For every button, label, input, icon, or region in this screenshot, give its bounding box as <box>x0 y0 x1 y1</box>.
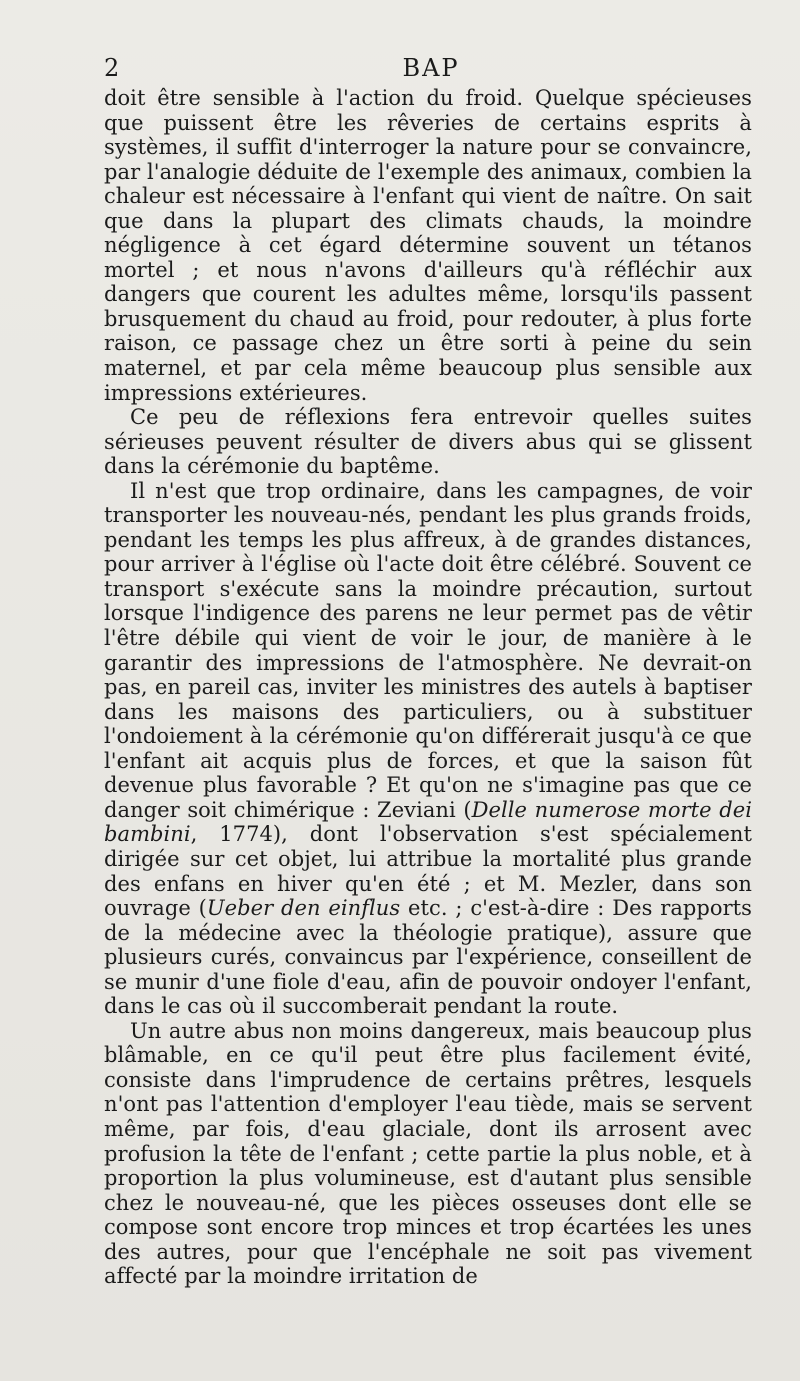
paragraph-3 <box>104 479 752 1019</box>
running-head: BAP <box>402 54 460 82</box>
zeviani-title: Delle numerose morte dei bambini <box>104 797 752 847</box>
paragraph-3-text-start: Il n'est que trop ordinaire, dans les campagnes, de voir transporter les nouveau-nés, pendant les plus grands froids, pendant les temps les plus affreux, à de grandes distances, pour arriver à l'église où l'acte doit être célébré. Souvent ce transport s'exécute sans la moindre précaution, surtout lorsque l'indigence des parens ne leur permet pas de vêtir l'être débile qui vient de voir le jour, de manière à le garantir des impressions de l'atmosphère. Ne devrait-on pas, en pareil cas, inviter les ministres des autels à baptiser dans les maisons des particuliers, ou à substituer l'ondoiement à la cérémonie qu'on différerait jusqu'à ce que l'enfant ait acquis plus de forces, et que la saison fût devenue plus favorable ? Et qu'on ne s'imagine pas que ce danger soit chimérique : Zeviani ( <box>104 478 752 822</box>
paragraph-3-text-middle: , 1774), dont l'observation s'est spécialement dirigée sur cet objet, lui attribue la mortalité plus grande des enfans en hiver qu'en été ; et M. Mezler, dans son ouvrage ( <box>104 822 752 921</box>
page-number: 2 <box>104 54 120 82</box>
paragraph-2: Ce peu de réflexions fera entrevoir quelles suites sérieuses peuvent résulter de divers abus qui se glissent dans la cérémonie du baptême. <box>104 405 752 479</box>
paragraph-3-text-end: etc. ; c'est-à-dire : Des rapports de la médecine avec la théologie pratique), assure que plusieurs curés, convaincus par l'expérience, conseillent de se munir d'une fiole d'eau, afin de pouvoir ondoyer l'enfant, dans le cas où il succomberait pendant la route. <box>104 896 753 1019</box>
mezler-title: Ueber den einflus <box>206 896 401 921</box>
paragraph-4: Un autre abus non moins dangereux, mais beaucoup plus blâmable, en ce qu'il peut être plus facilement évité, consiste dans l'imprudence de certains prêtres, lesquels n'ont pas l'attention d'employer l'eau tiède, mais se servent même, par fois, d'eau glaciale, dont ils arrosent avec profusion la tête de l'enfant ; cette partie la plus noble, et à proportion la plus volumineuse, est d'autant plus sensible chez le nouveau-né, que les pièces osseuses dont elle se compose sont encore trop minces et trop écartées les unes des autres, pour que l'encéphale ne soit pas vivement affecté par la moindre irritation de <box>104 1018 752 1289</box>
body-text <box>104 86 752 1289</box>
page-header <box>104 52 758 84</box>
paragraph-1: doit être sensible à l'action du froid. Quelque spécieuses que puissent être les rêveries de certains esprits à systèmes, il suffit d'interroger la nature pour se convaincre, par l'analogie déduite de l'exemple des animaux, combien la chaleur est nécessaire à l'enfant qui vient de naître. On sait que dans la plupart des climats chauds, la moindre négligence à cet égard détermine souvent un tétanos mortel ; et nous n'avons d'ailleurs qu'à réfléchir aux dangers que courent les adultes même, lorsqu'ils passent brusquement du chaud au froid, pour redouter, à plus forte raison, ce passage chez un être sorti à peine du sein maternel, et par cela même beaucoup plus sensible aux impressions extérieures. <box>104 86 752 405</box>
